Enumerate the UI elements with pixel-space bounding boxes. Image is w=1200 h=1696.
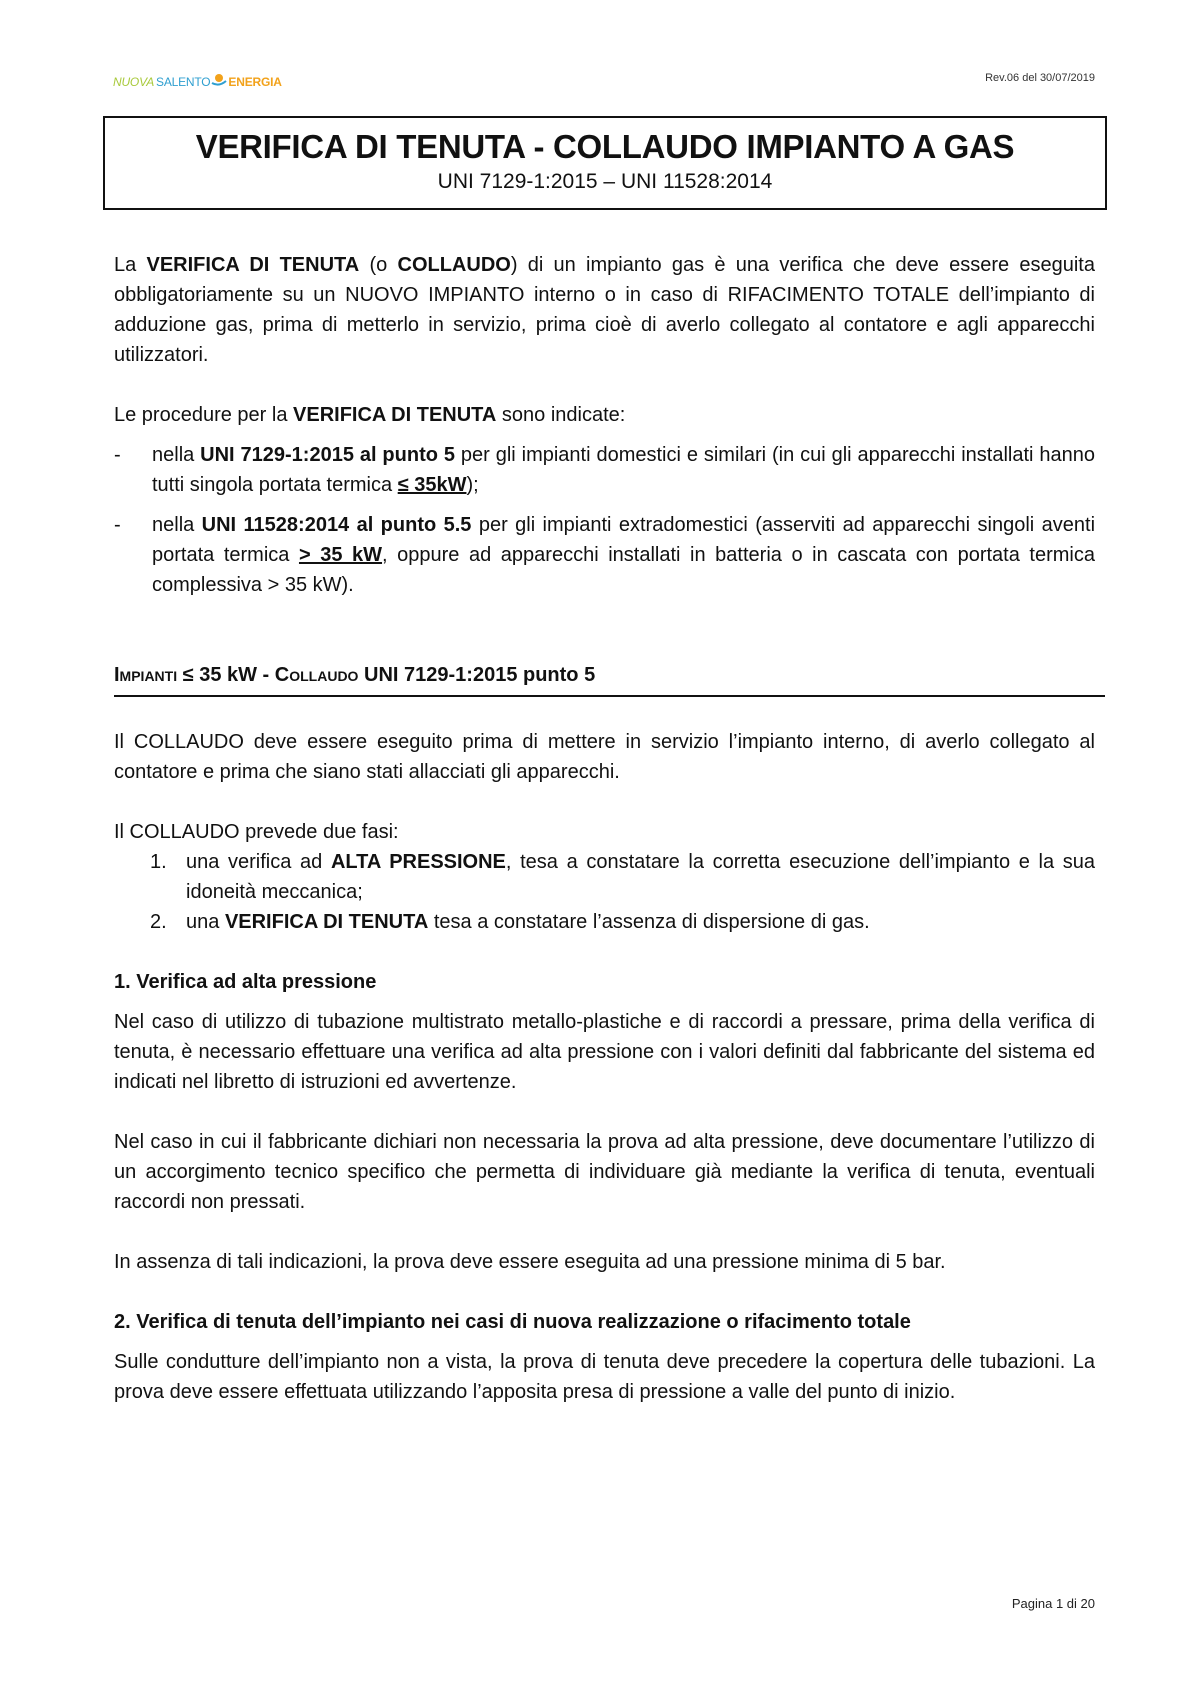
intro-paragraph: La VERIFICA DI TENUTA (o COLLAUDO) di un impianto gas è una verifica che deve essere eseguita obbligatoriamente su un NUOVO IMPIANTO interno o in caso di RIFACIMENTO TOTALE dell’impianto di adduzione gas, prima di metterlo in servizio, prima cioè di averlo collegato al contatore e agli apparecchi utilizzatori. <box>114 254 1095 366</box>
list-item: 1. una verifica ad ALTA PRESSIONE, tesa a constatare la corretta esecuzione dell’impianto e la sua idoneità meccanica; <box>150 851 1095 903</box>
paragraph: Sulle condutture dell’impianto non a vista, la prova di tenuta deve precedere la copertura delle tubazioni. La prova deve essere effettuata utilizzando l’apposita presa di pressione a valle del punto di inizio. <box>114 1351 1095 1403</box>
paragraph: Nel caso di utilizzo di tubazione multistrato metallo-plastiche e di raccordi a pressare, prima della verifica di tenuta, è necessario effettuare una verifica ad alta pressione con i valori definiti dal fabbricante del sistema ed indicati nel libretto di istruzioni ed avvertenze. <box>114 1011 1095 1093</box>
page-number: Pagina 1 di 20 <box>1011 1596 1095 1611</box>
logo-swoosh-icon <box>211 72 227 86</box>
document-subtitle: UNI 7129-1:2015 – UNI 11528:2014 <box>437 170 773 193</box>
paragraph: In assenza di tali indicazioni, la prova deve essere eseguita ad una pressione minima di 5 bar. <box>114 1251 946 1273</box>
list-item: - nella UNI 11528:2014 al punto 5.5 per gli impianti extradomestici (asserviti ad apparecchi singoli aventi portata termica > 35 kW, oppure ad apparecchi installati in batteria o in cascata con portata termica complessiva > 35 kW). <box>114 514 1096 596</box>
document-body <box>114 250 1095 1407</box>
section-paragraph: Il COLLAUDO deve essere eseguito prima di mettere in servizio l’impianto interno, di averlo collegato al contatore e prima che siano stati allacciati gli apparecchi. <box>114 731 1095 783</box>
company-logo: NUOVA SALENTO ENERGIA <box>113 72 282 89</box>
list-item: - nella UNI 7129-1:2015 al punto 5 per gli impianti domestici e similari (in cui gli apparecchi installati hanno tutti singola portata termica ≤ 35kW); <box>114 444 1096 496</box>
title-box <box>103 116 1107 210</box>
revision-label: Rev.06 del 30/07/2019 <box>985 72 1095 84</box>
document-title: VERIFICA DI TENUTA - COLLAUDO IMPIANTO A GAS <box>195 128 1015 165</box>
subsection-heading: 2. Verifica di tenuta dell’impianto nei casi di nuova realizzazione o rifacimento totale <box>114 1311 911 1333</box>
list-item: 2. una VERIFICA DI TENUTA tesa a constatare l’assenza di dispersione di gas. <box>150 911 870 933</box>
phases-intro: Il COLLAUDO prevede due fasi: <box>114 821 399 843</box>
paragraph: Nel caso in cui il fabbricante dichiari non necessaria la prova ad alta pressione, deve documentare l’utilizzo di un accorgimento tecnico specifico che permetta di individuare già mediante la verifica di tenuta, eventuali raccordi non pressati. <box>114 1131 1095 1213</box>
section-heading: Impianti ≤ 35 kW - Collaudo UNI 7129-1:2015 punto 5 <box>114 660 1105 697</box>
subsection-heading: 1. Verifica ad alta pressione <box>114 971 377 993</box>
procedures-intro: Le procedure per la VERIFICA DI TENUTA sono indicate: <box>114 404 626 426</box>
